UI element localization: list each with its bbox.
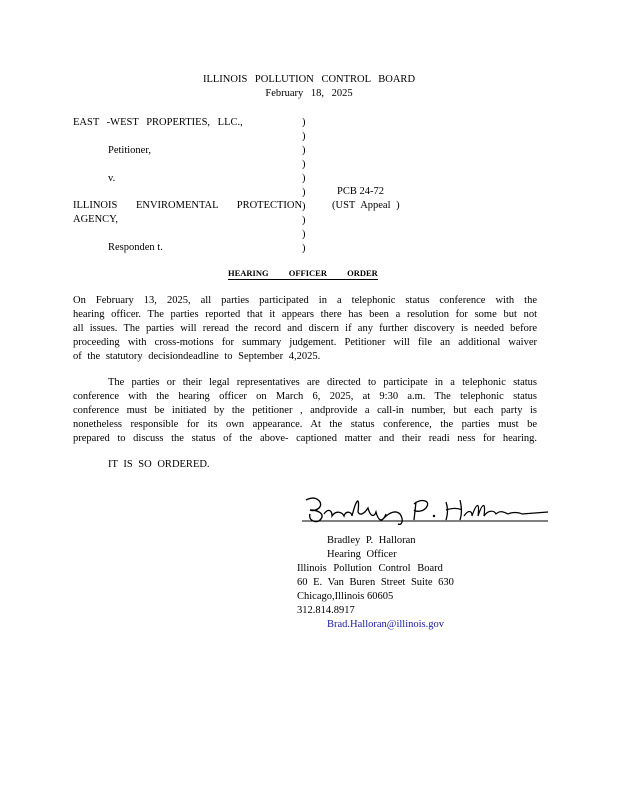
paragraph-line: proceeding with cross-motions for summary judgement. Petitioner will file an additional waiver [73,337,537,348]
paragraph-line: conference with the hearing officer on March 6, 2025, at 9:30 a.m. The telephonic status [73,391,537,402]
paren: ) [302,159,306,170]
paragraph-line: conference must be initiated by the petitioner , andprovide a call-in number, but each party is [73,405,537,416]
case-number: PCB 24-72 [337,186,384,197]
paragraph-line: On February 13, 2025, all parties participated in a telephonic status conference with the [73,295,537,306]
order-date: February 18, 2025 [265,88,353,99]
paragraph-2 [73,376,537,446]
signer-name: Bradley P. Halloran [327,535,416,546]
paragraph-1 [73,294,537,364]
paren: ) [302,173,306,184]
case-type: (UST Appeal ) [332,200,400,211]
paren: ) [302,117,306,128]
paren: ) [302,229,306,240]
signer-address: 60 E. Van Buren Street Suite 630 [297,577,454,588]
paragraph-line: nonetheless responsible for its own appearance. At the status conference, the parties must be [73,419,537,430]
paren: ) [302,131,306,142]
respondent-name-line2: AGENCY, [73,214,119,225]
paren: ) [302,215,306,226]
signer-organization: Illinois Pollution Control Board [297,563,443,574]
paragraph-line: hearing officer. The parties reported that it appears there has been a resolution for some but not [73,309,537,320]
versus-label: v. [108,173,116,184]
paren: ) [302,187,306,198]
paragraph-line: prepared to discuss the status of the above- captioned matter and their readi ness for hearing. [73,433,537,444]
signer-title: Hearing Officer [327,549,397,560]
closing-statement: IT IS SO ORDERED. [108,459,210,470]
signer-email-link[interactable]: Brad.Halloran@illinois.gov [327,619,444,630]
order-heading: HEARING OFFICER ORDER [228,268,378,278]
handwritten-signature [296,490,554,530]
respondent-role: Responden t. [108,242,163,253]
board-name: ILLINOIS POLLUTION CONTROL BOARD [202,74,416,85]
petitioner-name: EAST -WEST PROPERTIES, LLC., [73,117,243,128]
petitioner-role: Petitioner, [108,145,152,156]
caption-parentheses [302,116,306,256]
paren: ) [302,145,306,156]
paragraph-line: The parties or their legal representatives are directed to participate in a telephonic status [108,377,537,388]
paragraph-line: of the statutory decisiondeadline to September 4,2025. [73,351,321,362]
paren: ) [302,243,306,254]
paragraph-line: all issues. The parties will reread the record and discern if any further discovery is needed before [73,323,537,334]
signer-city: Chicago,Illinois 60605 [297,591,394,602]
paren: ) [302,201,306,212]
respondent-name-line1: ILLINOIS ENVIROMENTAL PROTECTION [73,200,303,211]
signer-phone: 312.814.8917 [297,605,355,616]
